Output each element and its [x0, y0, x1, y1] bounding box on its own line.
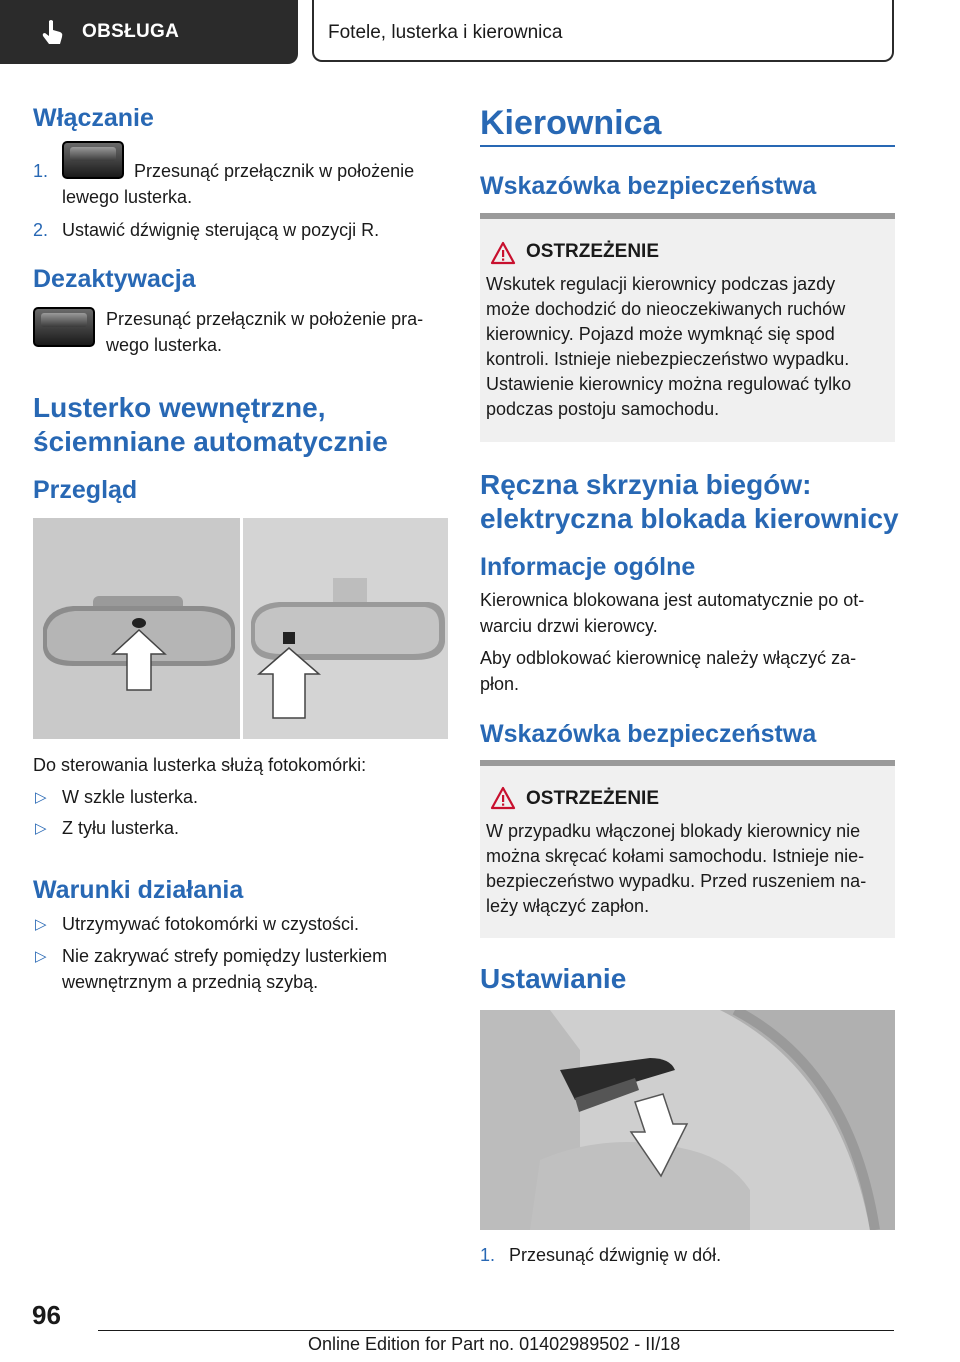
warning-line: W przypadku włączonej blokady kierownicy nie [486, 821, 861, 841]
bullet-icon: ▷ [35, 789, 47, 806]
warning-line: podczas postoju samochodu. [486, 399, 720, 419]
step-number: 2. [33, 220, 49, 240]
step-text: lewego lusterka. [62, 187, 193, 207]
heading-line: Lusterko wewnętrzne, [33, 392, 326, 423]
warning-title: OSTRZEŻENIE [526, 788, 660, 809]
warning-line: bezpieczeństwo wypadku. Przed ruszeniem na‐ [486, 871, 867, 891]
chapter-tab[interactable] [312, 0, 894, 62]
warning-bar [480, 213, 895, 219]
heading-line: elektryczna blokada kierownicy [480, 503, 899, 534]
footer-rule [98, 1330, 894, 1331]
warning-line: kontroli. Istnieje niebezpieczeństwo wypadku. [486, 349, 850, 369]
paragraph: warciu drzwi kierowcy. [480, 616, 658, 636]
warning-title: OSTRZEŻENIE [526, 241, 660, 262]
heading-line: ściemniane automatycznie [33, 426, 388, 457]
paragraph: Aby odblokować kierownicę należy włączyć za‐ [480, 648, 857, 668]
section-tab[interactable] [0, 0, 298, 64]
heading-safety-2: Wskazówka bezpieczeństwa [480, 720, 817, 748]
heading-line: Ręczna skrzynia biegów: [480, 469, 812, 500]
warning-line: Ustawienie kierownicy można regulować tylko [486, 374, 852, 394]
bullet-text: wewnętrznym a przednią szybą. [62, 972, 319, 992]
switch-icon [33, 307, 95, 347]
heading-lusterko [33, 391, 388, 459]
warning-line: może dochodzić do nieoczekiwanych ruchów [486, 299, 846, 319]
przeglad-intro: Do sterowania lusterka służą fotokomórki: [33, 755, 367, 775]
step-number: 1. [480, 1245, 496, 1265]
footer-edition: Online Edition for Part no. 01402989502 - II/18 [308, 1334, 681, 1354]
bullet-text: Utrzymywać fotokomórki w czystości. [62, 914, 360, 934]
warning-triangle-icon [490, 786, 516, 810]
warning-bar [480, 760, 895, 766]
heading-warunki: Warunki działania [33, 876, 244, 904]
step-text: Ustawić dźwignię sterującą w pozycji R. [62, 220, 380, 240]
page-number: 96 [32, 1300, 61, 1330]
bullet-text: Z tyłu lusterka. [62, 818, 180, 838]
warning-box [480, 760, 895, 938]
section-tab-label: OBSŁUGA [82, 21, 180, 42]
step-text: Przesunąć dźwignię w dół. [509, 1245, 722, 1265]
step-number: 1. [33, 161, 49, 181]
heading-dezaktywacja: Dezaktywacja [33, 265, 196, 293]
warning-line: można skręcać kołami samochodu. Istnieje nie‐ [486, 846, 865, 866]
warning-box [480, 213, 895, 442]
heading-informacje: Informacje ogólne [480, 553, 696, 581]
paragraph: Kierownica blokowana jest automatycznie po ot‐ [480, 590, 865, 610]
bullet-text: Nie zakrywać strefy pomiędzy lusterkiem [62, 946, 388, 966]
step-text: Przesunąć przełącznik w położenie [134, 161, 415, 181]
heading-wlaczanie: Włączanie [33, 104, 154, 132]
warning-line: kierownicy. Pojazd może wymknąć się spod [486, 324, 835, 344]
paragraph: płon. [480, 674, 520, 694]
warning-line: leży włączyć zapłon. [486, 896, 650, 916]
warning-text [486, 819, 866, 919]
heading-ustawianie: Ustawianie [480, 963, 627, 994]
heading-kierownica: Kierownica [480, 104, 662, 142]
heading-rule [480, 145, 895, 147]
heading-safety-1: Wskazówka bezpieczeństwa [480, 172, 817, 200]
bullet-icon: ▷ [35, 820, 47, 837]
heading-przeglad: Przegląd [33, 476, 138, 504]
switch-icon [62, 141, 124, 179]
heading-reczna [480, 468, 899, 536]
steering-lever-photo [480, 1010, 895, 1230]
bullet-icon: ▷ [35, 916, 47, 933]
mirror-photo [33, 518, 448, 739]
dezaktywacja-text: wego lusterka. [106, 335, 223, 355]
dezaktywacja-text: Przesunąć przełącznik w położenie pra‐ [106, 309, 424, 329]
warning-triangle-icon [490, 241, 516, 265]
bullet-icon: ▷ [35, 948, 47, 965]
chapter-tab-label: Fotele, lusterka i kierownica [328, 22, 563, 43]
bullet-text: W szkle lusterka. [62, 787, 199, 807]
warning-text [486, 272, 851, 422]
hand-pointer-icon [38, 18, 66, 46]
warning-line: Wskutek regulacji kierownicy podczas jazdy [486, 274, 836, 294]
